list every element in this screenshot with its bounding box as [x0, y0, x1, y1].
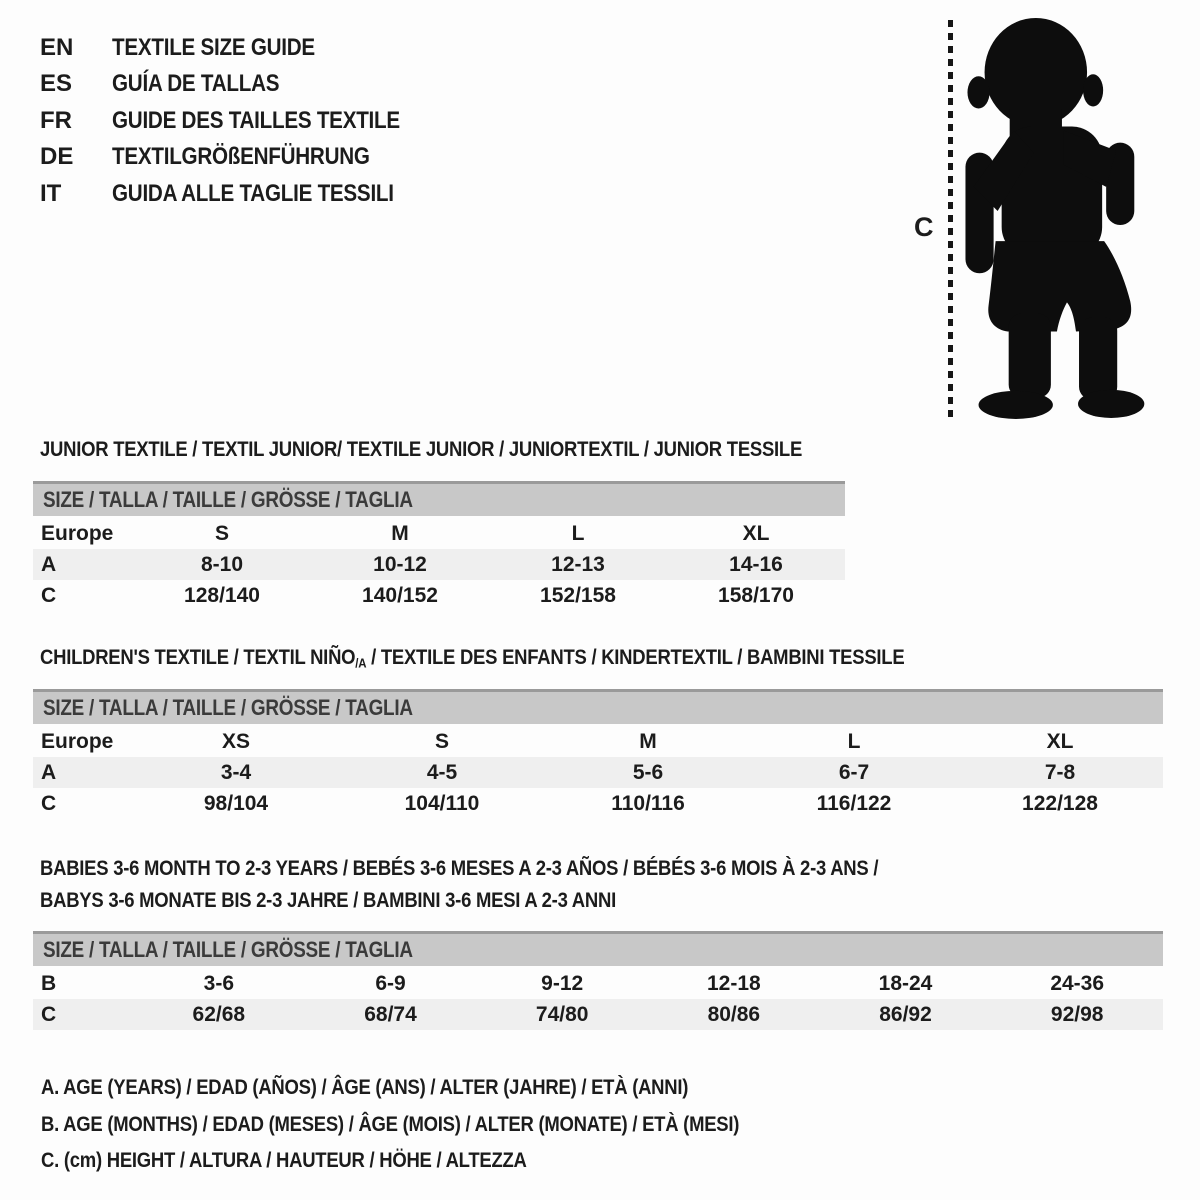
size-value-cell: XS	[221, 730, 250, 753]
language-row	[40, 30, 447, 66]
size-value-cell: 10-12	[373, 553, 427, 576]
table-rows	[33, 968, 1163, 1030]
size-value-cell: 152/158	[540, 584, 616, 607]
size-value-cell: 5-6	[632, 761, 664, 784]
language-row	[40, 139, 447, 175]
junior-section-title: JUNIOR TEXTILE / TEXTIL JUNIOR/ TEXTILE JUNIOR / JUNIORTEXTIL / JUNIOR TESSILE	[40, 437, 803, 461]
size-value-cell: 140/152	[362, 584, 438, 607]
table-row	[33, 518, 845, 549]
table-row	[33, 788, 1163, 819]
language-code: EN	[40, 34, 74, 61]
row-label: A	[41, 761, 57, 784]
size-value-cell: 6-9	[375, 972, 406, 995]
language-row	[40, 103, 447, 139]
babies-section-title: BABIES 3-6 MONTH TO 2-3 YEARS / BEBÉS 3-6 MESES A 2-3 AÑOS / BÉBÉS 3-6 MOIS À 2-3 ANS / BABYS 3-6 MONATE BIS 2-3 JAHRE / BAMBINI 3-6 MESI A 2-3 ANNI	[40, 856, 879, 912]
legend-line-b: B. AGE (MONTHS) / EDAD (MESES) / ÂGE (MOIS) / ALTER (MONATE) / ETÀ (MESI)	[41, 1111, 740, 1136]
row-label: Europe	[41, 522, 114, 545]
height-measure-label: C	[914, 212, 934, 242]
size-value-cell: M	[639, 730, 657, 753]
language-code: DE	[40, 143, 74, 171]
size-value-cell: 14-16	[729, 553, 783, 576]
size-value-cell: 12-18	[706, 972, 761, 995]
junior-size-table	[33, 481, 845, 611]
size-header-bar: SIZE / TALLA / TAILLE / GRÖSSE / TAGLIA	[33, 931, 1163, 966]
size-value-cell: 110/116	[611, 792, 685, 815]
size-value-cell: L	[571, 522, 585, 545]
language-title: TEXTILGRÖßENFÜHRUNG	[112, 143, 370, 171]
size-value-cell: 68/74	[364, 1003, 417, 1026]
nino-a-subscript: /A	[355, 655, 367, 671]
size-value-cell: 4-5	[426, 761, 458, 784]
size-header-bar: SIZE / TALLA / TAILLE / GRÖSSE / TAGLIA	[33, 481, 845, 516]
size-value-cell: XL	[1046, 730, 1074, 753]
size-value-cell: 116/122	[816, 792, 892, 815]
children-size-table	[33, 689, 1163, 819]
language-code: ES	[40, 70, 73, 98]
row-label: C	[41, 1003, 57, 1026]
size-header-bar: SIZE / TALLA / TAILLE / GRÖSSE / TAGLIA	[33, 689, 1163, 724]
size-value-cell: 7-8	[1044, 761, 1076, 784]
babies-size-table	[33, 931, 1163, 1030]
size-value-cell: M	[391, 522, 409, 545]
language-row	[40, 176, 447, 212]
size-value-cell: 86/92	[879, 1003, 932, 1026]
height-dashed-line	[948, 20, 953, 418]
row-label: A	[41, 553, 57, 576]
size-value-cell: 158/170	[718, 584, 794, 607]
language-title-list	[40, 30, 447, 212]
language-title: GUIDA ALLE TAGLIE TESSILI	[112, 179, 394, 207]
size-value-cell: 62/68	[192, 1003, 246, 1026]
children-section-title: CHILDREN'S TEXTILE / TEXTIL $NIÑO_{/A}$ / TEXTILE DES ENFANTS / KINDERTEXTIL / BAMBINI TESSILE	[40, 645, 905, 671]
size-value-cell: 80/86	[707, 1003, 761, 1026]
size-value-cell: 92/98	[1050, 1003, 1104, 1026]
size-value-cell: 24-36	[1050, 972, 1105, 995]
table-row	[33, 757, 1163, 788]
row-label: B	[41, 972, 57, 995]
language-title: TEXTILE SIZE GUIDE	[112, 34, 315, 61]
toddler-silhouette-icon	[963, 14, 1185, 426]
size-value-cell: 104/110	[404, 792, 480, 815]
size-value-cell: XL	[742, 522, 770, 545]
language-row	[40, 66, 447, 102]
size-value-cell: L	[847, 730, 861, 753]
table-rows	[33, 518, 845, 611]
language-code: IT	[40, 179, 62, 207]
size-value-cell: 74/80	[535, 1003, 589, 1026]
table-row	[33, 580, 845, 611]
toddler-silhouette-figure	[963, 14, 1185, 426]
table-row	[33, 968, 1163, 999]
table-row	[33, 999, 1163, 1030]
size-value-cell: 12-13	[551, 553, 605, 576]
size-value-cell: S	[434, 730, 449, 753]
legend-line-a: A. AGE (YEARS) / EDAD (AÑOS) / ÂGE (ANS) / ALTER (JAHRE) / ETÀ (ANNI)	[41, 1075, 689, 1099]
language-title: GUIDE DES TAILLES TEXTILE	[112, 106, 400, 134]
size-value-cell: 9-12	[541, 972, 584, 995]
size-value-cell: 8-10	[200, 553, 244, 576]
language-code: FR	[40, 106, 72, 134]
row-label: C	[41, 584, 57, 607]
size-value-cell: 3-4	[220, 761, 252, 784]
size-value-cell: 18-24	[878, 972, 933, 995]
row-label: C	[41, 792, 57, 815]
size-value-cell: 98/104	[203, 792, 269, 815]
size-value-cell: 3-6	[203, 972, 235, 995]
row-label: Europe	[41, 730, 114, 753]
size-value-cell: 122/128	[1022, 792, 1098, 815]
size-value-cell: 128/140	[184, 584, 260, 607]
legend	[41, 1069, 853, 1179]
table-row	[33, 549, 845, 580]
table-row	[33, 726, 1163, 757]
size-value-cell: S	[214, 522, 229, 545]
legend-line-c: C. (cm) HEIGHT / ALTURA / HAUTEUR / HÖHE / ALTEZZA	[41, 1148, 527, 1172]
language-title: GUÍA DE TALLAS	[112, 70, 280, 98]
table-rows	[33, 726, 1163, 819]
size-value-cell: 6-7	[838, 761, 870, 784]
